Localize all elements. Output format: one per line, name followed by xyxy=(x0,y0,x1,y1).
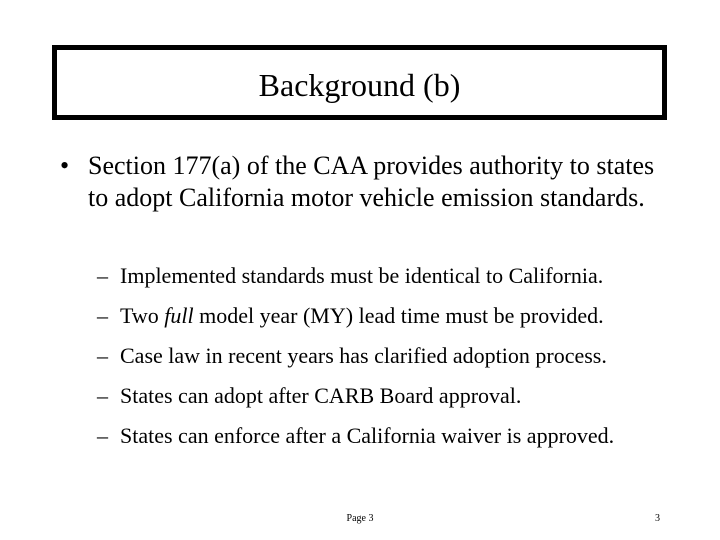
main-bullet-text: Section 177(a) of the CAA provides authority to states to adopt California motor vehicle emission standards. xyxy=(88,151,655,212)
dash-icon: – xyxy=(97,423,108,448)
slide-title: Background (b) xyxy=(258,66,461,103)
sub-bullet-item xyxy=(97,303,697,329)
sub-bullet-text xyxy=(120,303,604,329)
sub-bullet-text-after: model year (MY) lead time must be provided. xyxy=(193,303,604,328)
sub-bullet-item xyxy=(97,383,697,409)
dash-icon: – xyxy=(97,303,108,328)
bullet-icon: • xyxy=(60,151,70,180)
title-box xyxy=(52,45,667,120)
sub-bullet-text: Case law in recent years has clarified adoption process. xyxy=(120,343,607,368)
sub-bullet-text-before: Two xyxy=(120,303,165,328)
sub-bullet-text: Implemented standards must be identical to California. xyxy=(120,263,604,288)
sub-bullet-item xyxy=(97,263,697,289)
sub-bullet-text: States can enforce after a California waiver is approved. xyxy=(120,423,615,448)
sub-bullet-item xyxy=(97,423,697,449)
dash-icon: – xyxy=(97,343,108,368)
sub-bullet-emphasis: full xyxy=(164,303,194,328)
sub-bullet-text: States can adopt after CARB Board approval. xyxy=(120,383,522,408)
footer-page-number: 3 xyxy=(655,513,660,524)
main-bullet-point xyxy=(60,150,660,214)
dash-icon: – xyxy=(97,263,108,288)
footer-page-label: Page 3 xyxy=(346,513,374,524)
dash-icon: – xyxy=(97,383,108,408)
sub-bullet-item xyxy=(97,343,697,369)
sub-bullet-list xyxy=(97,263,697,463)
